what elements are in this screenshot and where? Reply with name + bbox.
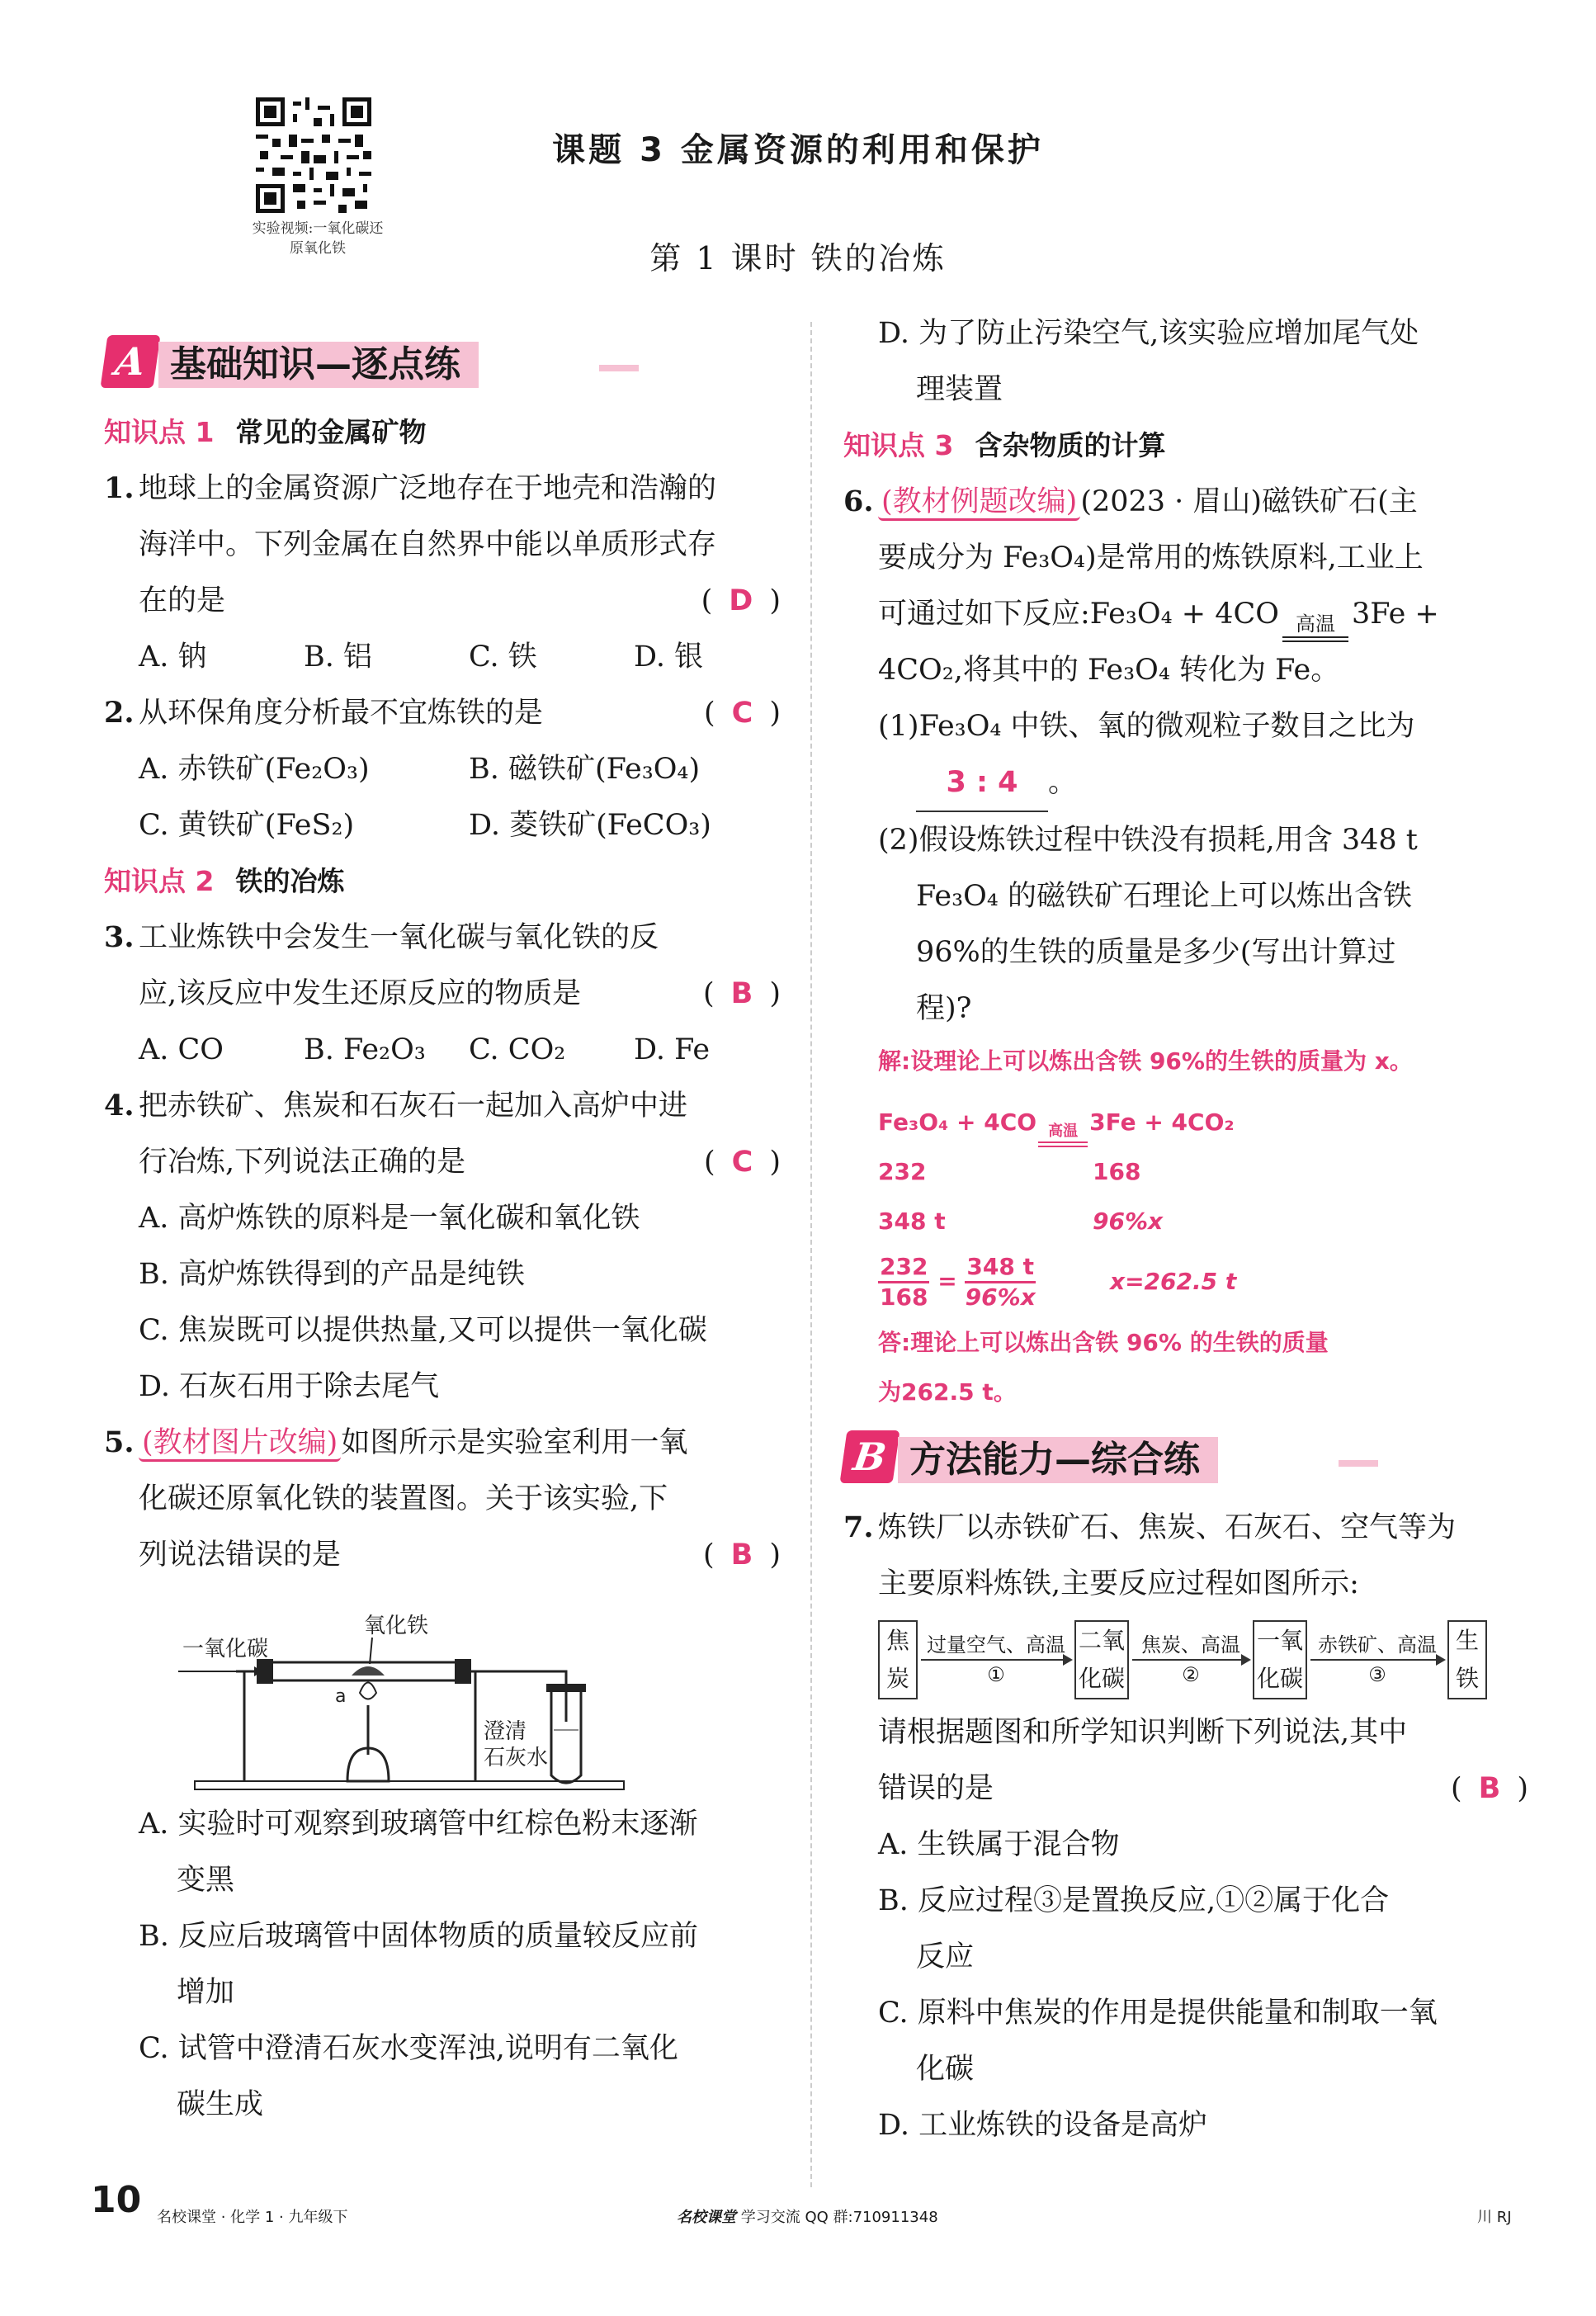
lesson-title: 课题 3 金属资源的利用和保护 xyxy=(552,131,1044,169)
flow-box-co2: 二氧 化碳 xyxy=(1074,1620,1129,1699)
co-reduction-apparatus-figure xyxy=(178,1590,640,1796)
column-divider xyxy=(810,322,812,2187)
knowledge-point-3: 知识点 3 含杂物质的计算 xyxy=(843,429,1166,461)
brand-footer: 名校课堂 学习交流 QQ 群:710911348 xyxy=(677,2209,938,2226)
page-number: 10 xyxy=(91,2179,142,2221)
book-name: 名校课堂 · 化学 1 · 九年级下 xyxy=(157,2209,348,2226)
q6-source-tag: (教材例题改编) xyxy=(878,485,1080,521)
answer-q2: ( C ) xyxy=(704,697,781,730)
fig-label-fe2o3: 氧化铁 xyxy=(364,1614,429,1638)
q5-source-tag: (教材图片改编) xyxy=(139,1426,341,1462)
fig-label-co: 一氧化碳 xyxy=(182,1637,269,1661)
answer-q5: ( B ) xyxy=(703,1538,781,1572)
question-5: 5. (教材图片改编) 如图所示是实验室利用一氧 化碳还原氧化铁的装置图。关于该实验,下 列说法错误的是 ( B ) xyxy=(104,1415,781,1583)
edition-mark: 川 RJ xyxy=(1477,2209,1512,2226)
answer-q3: ( B ) xyxy=(703,977,781,1010)
answer-q1: ( D ) xyxy=(701,584,781,617)
q1-options: A. 钠 B. 铝 C. 铁 D. 银 xyxy=(139,640,704,674)
question-1: 1. 地球上的金属资源广泛地存在于地壳和浩瀚的 海洋中。下列金属在自然界中能以单质形式存 在的是 ( D ) xyxy=(104,461,781,629)
section-a-title: 基础知识—逐点练 xyxy=(158,342,479,388)
period-title: 第 1 课时 铁的冶炼 xyxy=(649,240,947,277)
banner-stripe-decoration xyxy=(599,365,639,371)
banner-stripe-decoration xyxy=(1339,1460,1378,1467)
flow-box-co: 一氧 化碳 xyxy=(1253,1620,1307,1699)
section-b-letter: B xyxy=(840,1430,900,1483)
flow-box-coke: 焦 炭 xyxy=(878,1620,918,1699)
q3-options: A. CO B. Fe₂O₃ C. CO₂ D. Fe xyxy=(139,1033,711,1066)
qr-caption: 实验视频:一氧化碳还原氧化铁 xyxy=(252,220,384,257)
left-column: A 基础知识—逐点练 知识点 1 常见的金属矿物 1. 地球上的金属资源广泛地存在于地壳和浩瀚的 海洋中。下列金属在自然界中能以单质形式存 在的是 ( D ) A. 钠 B. 铝 C. 铁 D. 银 2. 从环保角度分析最不宜炼铁的是 ( C ) A. 赤铁矿(Fe₂O₃) B. 磁铁矿(Fe₃O₄) C. 黄铁矿(FeS₂) D. 菱铁矿(FeCO₃) 知识点 2 铁的冶炼 3. 工业炼铁中会发生一氧化碳与氧化铁的反 应,该反应中发生还原反应的物质是 ( B ) A. CO B. Fe₂O₃ C. CO₂ D. Fe 4. 把赤铁矿、焦炭和石灰石一起加入高炉中进 行冶炼,下列说法正确的是 ( C ) A. 高炉炼铁的原料是一氧化碳和氧化铁 B. 高炉炼铁得到的产品是纯铁 C. 焦炭既可以提供热量,又可以提供一氧化碳 D. 石灰石用于除去尾气 5. (教材图片改编) 如图所示是实验室利用一氧 化碳还原氧化铁的装置图。关于该实验,下 列说法错误的是 ( B ) 一氧化碳 氧化铁 a 澄清 石灰水 A. 实验时可观察到玻璃管中红棕色粉末逐渐 变黑 B. 反应后玻璃管中固体物质的质量较反应前 增加 C. 试管中澄清石灰水变浑浊,说明有二氧化 碳生成 xyxy=(104,330,781,2133)
answer-q6-ratio: 3 : 4 xyxy=(916,754,1048,812)
section-b-banner xyxy=(843,1425,1528,1500)
question-2: 2. 从环保角度分析最不宜炼铁的是 ( C ) xyxy=(104,685,781,741)
fig-label-limewater-1: 澄清 xyxy=(484,1719,527,1744)
iron-making-flowchart: 焦 炭 过量空气、高温 ① 二氧 化碳 焦炭、高温 ② 一氧 化碳 赤铁矿、高温 ③ 生 铁 xyxy=(878,1620,1528,1699)
question-6: 6. (教材例题改编) (2023 · 眉山)磁铁矿石(主 要成分为 Fe₃O₄)是常用的炼铁原料,工业上 可通过如下反应:Fe₃O₄ + 4CO 高温 3Fe + 4CO₂,将其中的 Fe₃O₄ 转化为 Fe。 xyxy=(843,484,1439,687)
fig-label-a: a xyxy=(335,1686,347,1707)
knowledge-point-2: 知识点 2 铁的冶炼 xyxy=(104,865,345,897)
section-a-letter: A xyxy=(101,335,161,388)
knowledge-point-1: 知识点 1 常见的金属矿物 xyxy=(104,416,427,448)
section-a-banner xyxy=(104,330,781,404)
right-column: D. 为了防止污染空气,该实验应增加尾气处 理装置 知识点 3 含杂物质的计算 6. (教材例题改编) (2023 · 眉山)磁铁矿石(主 要成分为 Fe₃O₄)是常用的炼铁原料,工业上 可通过如下反应:Fe₃O₄ + 4CO 高温 3Fe + 4CO₂,将其中的 Fe₃O₄ 转化为 Fe。 (1)Fe₃O₄ 中铁、氧的微观粒子数目之比为 3 : 4 。 (2)假设炼铁过程中铁没有损耗,用含 348 t Fe₃O₄ 的磁铁矿石理论上可以炼出含铁 96%的生铁的质量是多少(写出计算过 程)? 解:设理论上可以炼出含铁 96%的生铁的质量为 x。 Fe₃O₄ + 4CO 高温 3Fe + 4CO₂ 232 168 348 t 96%x $\frac{232}{168}$ = $\frac{348 t}{96\%x} x=262.5$ t 答:理论上可以炼出含铁 96% 的生铁的质量 为262.5 t。 B 方法能力—综合练 7. 炼铁厂以赤铁矿石、焦炭、石灰石、空气等为 主要原料炼铁,主要反应过程如图所示: 焦 炭 过量空气、高温 ① 二氧 化碳 焦炭、高温 ② 一氧 化碳 赤铁矿、高温 ③ 生 铁 请根据题图和所学知识判断下列说法,其中 错误的是 ( B ) A. 生铁属于混合物 B. 反应过程③是置换反应,①②属于化合 反应 C. 原料中焦炭的作用是提供能量和制取一氧 化碳 D. 工业炼铁的设备是高炉 xyxy=(843,305,1528,2153)
question-7: 7. 炼铁厂以赤铁矿石、焦炭、石灰石、空气等为 主要原料炼铁,主要反应过程如图所示: xyxy=(843,1510,1457,1600)
answer-q4: ( C ) xyxy=(704,1146,781,1179)
section-b-title: 方法能力—综合练 xyxy=(898,1437,1218,1483)
flow-box-pig-iron: 生 铁 xyxy=(1447,1620,1487,1699)
fig-label-limewater-2: 石灰水 xyxy=(484,1746,549,1770)
question-4: 4. 把赤铁矿、焦炭和石灰石一起加入高炉中进 行冶炼,下列说法正确的是 ( C ) xyxy=(104,1078,781,1190)
answer-q7: ( B ) xyxy=(1451,1772,1528,1805)
solution: 解:设理论上可以炼出含铁 96%的生铁的质量为 x。 Fe₃O₄ + 4CO 高温 3Fe + 4CO₂ 232 168 348 t 96%x $\frac{232}{168}$ = $\frac{348 t}{96\%x} x=262.5$ t 答:理论上可以炼出含铁 96% 的生铁的质量 为262.5 t。 xyxy=(878,1047,1413,1406)
question-3: 3. 工业炼铁中会发生一氧化碳与氧化铁的反 应,该反应中发生还原反应的物质是 ( B ) xyxy=(104,910,781,1022)
